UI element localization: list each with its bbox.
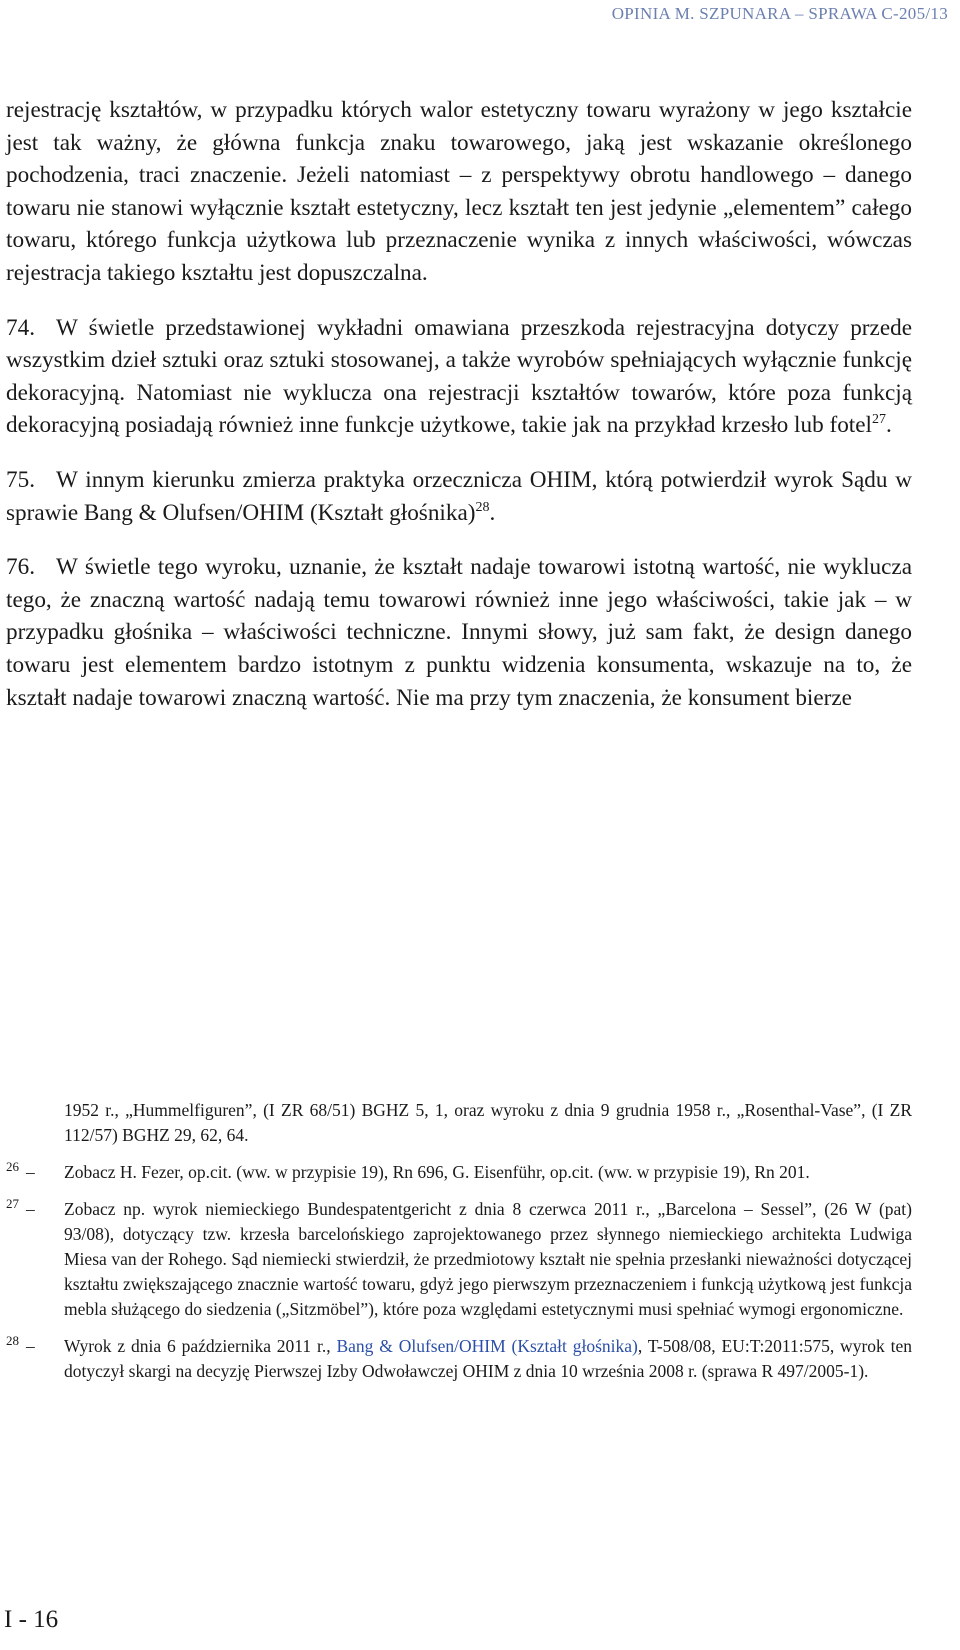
footnote-ref-27[interactable]: 27 bbox=[871, 412, 886, 428]
footnote-number: 27 bbox=[6, 1196, 19, 1211]
paragraph-number: 76. bbox=[6, 554, 35, 581]
footnote-continuation bbox=[6, 1098, 912, 1148]
footnote-number: 26 bbox=[6, 1159, 19, 1174]
paragraph-75 bbox=[6, 464, 912, 529]
running-header: OPINIA M. SZPUNARA – SPRAWA C-205/13 bbox=[611, 4, 948, 23]
footnote-text-after: , T-508/08, EU:T:2011:575, wyrok ten dotyczył skargi na decyzję Pierwszej Izby Odwoławczej OHIM z dnia 10 września 2008 r. (sprawa R 497/2005-1). bbox=[64, 1336, 912, 1381]
footnote-26 bbox=[6, 1160, 912, 1185]
intro-paragraph: rejestrację kształtów, w przypadku których walor estetyczny towaru wyrażony w jego kształcie jest tak ważny, że główna funkcja znaku towarowego, jaką jest wskazanie określonego pochodzenia, traci znaczenie. Jeżeli natomiast – z perspektywy obrotu handlowego – danego towaru nie stanowi wyłącznie kształt estetyczny, lecz kształt ten jest jedynie „elementem” całego towaru, którego funkcja użytkowa lub przeznaczenie wynika z innych właściwości, wówczas rejestracja takiego kształtu jest dopuszczalna. bbox=[6, 97, 912, 286]
paragraph-text: W świetle przedstawionej wykładni omawiana przeszkoda rejestracyjna dotyczy przede wszystkim dzieł sztuki oraz sztuki stosowanej, a także wyrobów spełniających wyłącznie funkcję dekoracyjną. Natomiast nie wyklucza ona rejestracji kształtów towarów, które poza funkcją dekoracyjną posiadają również inne funkcje użytkowe, takie jak na przykład krzesło lub fotel bbox=[6, 314, 912, 439]
main-text bbox=[6, 94, 912, 736]
footnote-text: Zobacz H. Fezer, op.cit. (ww. w przypisie 19), Rn 696, G. Eisenführ, op.cit. (ww. w przypisie 19), Rn 201. bbox=[64, 1162, 810, 1182]
footnotes-section bbox=[6, 1098, 912, 1396]
footnote-marker bbox=[6, 1334, 58, 1359]
page-number: I - 16 bbox=[4, 1606, 59, 1633]
footnote-dash: – bbox=[26, 1162, 35, 1182]
footnote-number: 28 bbox=[6, 1333, 19, 1348]
paragraph-text: W świetle tego wyroku, uznanie, że kształt nadaje towarowi istotną wartość, nie wyklucza tego, że znaczną wartość nadają temu towarowi również inne jego właściwości, takie jak – w przypadku głośnika – właściwości techniczne. Innymi słowy, już sam fakt, że design danego towaru jest elementem bardzo istotnym z punktu widzenia konsumenta, wskazuje na to, że kształt nadaje towarowi znaczną wartość. Nie ma przy tym znaczenia, że konsument bierze bbox=[6, 554, 912, 711]
footnote-marker bbox=[6, 1197, 58, 1222]
footnote-text: 1952 r., „Hummelfiguren”, (I ZR 68/51) BGHZ 5, 1, oraz wyroku z dnia 9 grudnia 1958 r., „Rosenthal-Vase”, (I ZR 112/57) BGHZ 29, 62, 64. bbox=[64, 1100, 912, 1145]
paragraph-76 bbox=[6, 551, 912, 714]
case-link[interactable]: Bang & Olufsen/OHIM (Kształt głośnika) bbox=[336, 1336, 638, 1356]
paragraph-tail: . bbox=[489, 499, 496, 526]
footnote-text: Zobacz np. wyrok niemieckiego Bundespatentgericht z dnia 8 czerwca 2011 r., „Barcelona – Sessel”, (26 W (pat) 93/08), dotyczący tzw. krzesła barcelońskiego zaprojektowanego przez słynnego niemieckiego architekta Ludwiga Miesa van der Rohego. Sąd niemiecki stwierdził, że przedmiotowy kształt nie spełnia przesłanki nieważności dotyczącej kształtu zwiększającego znacznie wartość towaru, gdyż jego pierwszym przeznaczeniem i funkcją użytkową jest funkcja mebla służącego do siedzenia („Sitzmöbel”), które poza względami estetycznymi musi spełniać wymogi ergonomiczne. bbox=[64, 1199, 912, 1319]
paragraph-tail: . bbox=[885, 412, 892, 439]
paragraph-text: W innym kierunku zmierza praktyka orzecznicza OHIM, którą potwierdził wyrok Sądu w sprawie Bang & Olufsen/OHIM (Kształt głośnika) bbox=[6, 466, 912, 526]
paragraph-number: 74. bbox=[6, 314, 35, 341]
footnote-dash: – bbox=[26, 1336, 35, 1356]
footnote-27 bbox=[6, 1197, 912, 1322]
paragraph-number: 75. bbox=[6, 466, 35, 493]
footnote-dash: – bbox=[26, 1199, 35, 1219]
footnote-28 bbox=[6, 1334, 912, 1384]
footnote-ref-28[interactable]: 28 bbox=[475, 499, 490, 515]
paragraph-74 bbox=[6, 312, 912, 442]
footnote-marker bbox=[6, 1160, 58, 1185]
footnote-text-before: Wyrok z dnia 6 października 2011 r., bbox=[64, 1336, 337, 1356]
